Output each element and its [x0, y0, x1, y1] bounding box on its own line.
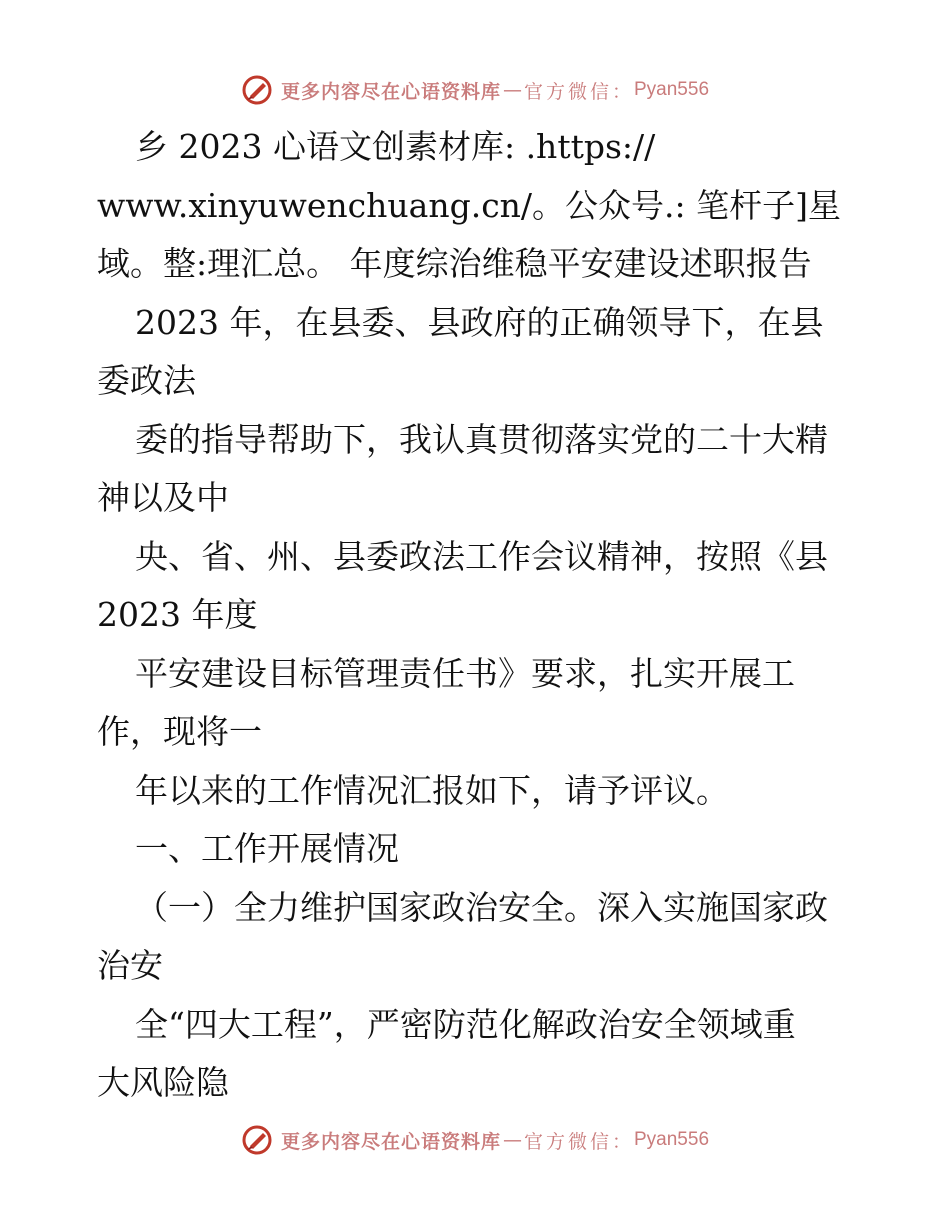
banner-brand-text: 更多内容尽在心语资料库	[280, 1130, 501, 1153]
text-line: 2023 年度	[97, 595, 258, 634]
document-body	[97, 118, 857, 1113]
banner-wechat-id: Pyan556	[634, 1129, 710, 1150]
text-line: 作，现将一	[97, 712, 262, 751]
text-line: 大风险隐	[97, 1063, 229, 1102]
brand-logo-icon	[241, 74, 273, 106]
banner-wechat-id: Pyan556	[634, 79, 710, 100]
text-line: www.xinyuwenchuang.cn/。公众号.: 笔杆子]星	[97, 185, 842, 225]
text-line: 神以及中	[97, 478, 229, 517]
text-line: 委的指导帮助下，我认真贯彻落实党的二十大精	[135, 419, 828, 459]
text-line: （一）全力维护国家政治安全。深入实施国家政	[135, 887, 828, 927]
banner-brand-text: 更多内容尽在心语资料库	[280, 80, 501, 103]
section-heading: 一、工作开展情况	[135, 829, 399, 868]
banner-wechat-label: 官方微信：	[523, 80, 634, 103]
banner-dash: —	[502, 1129, 522, 1151]
text-line: 平安建设目标管理责任书》要求，扎实开展工	[135, 653, 795, 693]
text-line: 域。整:理汇总。 年度综治维稳平安建设述职报告	[97, 244, 812, 283]
text-line: 央、省、州、县委政法工作会议精神，按照《县	[135, 536, 828, 576]
text-line: 全“四大工程”，严密防范化解政治安全领域重	[135, 1004, 796, 1044]
brand-logo-icon	[241, 1124, 273, 1156]
text-line: 治安	[97, 946, 163, 985]
banner-dash: —	[502, 79, 522, 101]
text-line: 委政法	[97, 361, 196, 400]
footer-watermark-banner	[0, 1120, 950, 1160]
text-line: 2023 年，在县委、县政府的正确领导下，在县	[135, 302, 824, 342]
text-line: 乡 2023 心语文创素材库: .https://	[135, 127, 656, 166]
banner-wechat-label: 官方微信：	[523, 1130, 634, 1153]
text-line: 年以来的工作情况汇报如下，请予评议。	[135, 770, 729, 810]
header-watermark-banner	[0, 70, 950, 110]
